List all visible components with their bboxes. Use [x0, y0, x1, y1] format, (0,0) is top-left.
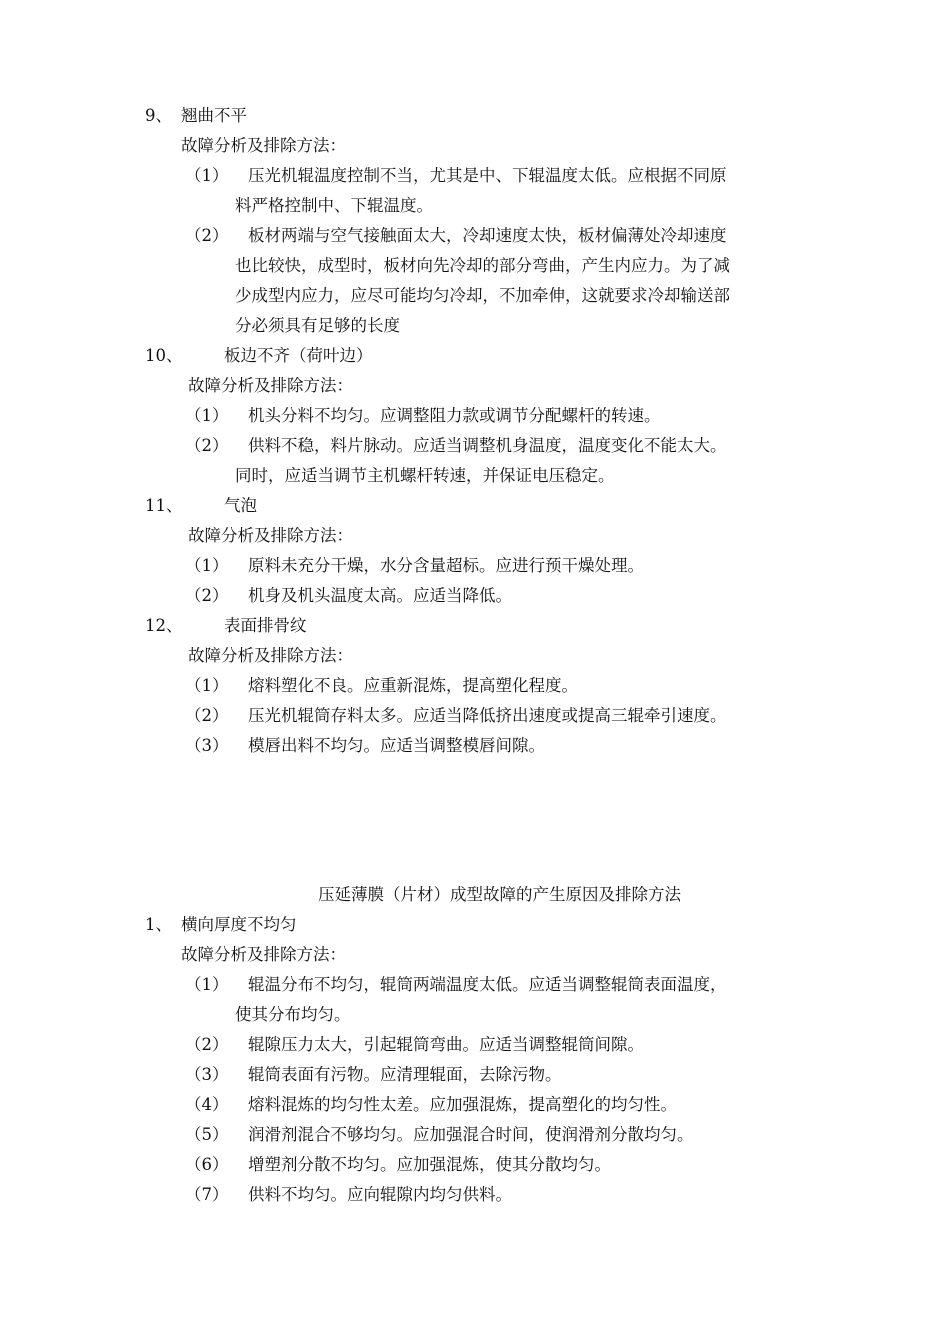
- item-marker: （1）: [185, 975, 229, 994]
- item-text-line: 压光机辊温度控制不当，尤其是中、下辊温度太低。应根据不同原: [248, 166, 727, 185]
- item-marker: （1）: [185, 166, 229, 185]
- item-marker: （2）: [185, 706, 229, 725]
- item-marker: （3）: [185, 1065, 229, 1084]
- item-text-line: 同时，应适当调节主机螺杆转速，并保证电压稳定。: [235, 466, 615, 485]
- section-number: 12、: [145, 616, 183, 635]
- section-subheading: 故障分析及排除方法：: [188, 376, 353, 395]
- item-text-line: 辊筒表面有污物。应清理辊面，去除污物。: [248, 1065, 562, 1084]
- item-marker: （5）: [185, 1125, 229, 1144]
- item-text-line: 原料未充分干燥，水分含量超标。应进行预干燥处理。: [248, 556, 644, 575]
- section-title: 表面排骨纹: [224, 616, 307, 635]
- section-number: 11、: [145, 496, 183, 515]
- section-number: 1、: [145, 915, 172, 934]
- item-text-line: 机头分料不均匀。应调整阻力款或调节分配螺杆的转速。: [248, 406, 661, 425]
- item-text-line: 供料不均匀。应向辊隙内均匀供料。: [248, 1185, 512, 1204]
- item-marker: （7）: [185, 1185, 229, 1204]
- section-title: 横向厚度不均匀: [181, 915, 297, 934]
- item-text-line: 分必须具有足够的长度: [235, 316, 400, 335]
- item-text-line: 辊隙压力太大，引起辊筒弯曲。应适当调整辊筒间隙。: [248, 1035, 644, 1054]
- item-marker: （1）: [185, 556, 229, 575]
- item-text-line: 熔料塑化不良。应重新混炼，提高塑化程度。: [248, 676, 578, 695]
- section-number: 10、: [145, 346, 183, 365]
- item-text-line: 少成型内应力，应尽可能均匀冷却，不加牵伸，这就要求冷却输送部: [235, 286, 730, 305]
- item-marker: （3）: [185, 736, 229, 755]
- item-text-line: 板材两端与空气接触面太大，冷却速度太快，板材偏薄处冷却速度: [248, 226, 727, 245]
- section-title: 气泡: [224, 496, 257, 515]
- item-text-line: 压光机辊筒存料太多。应适当降低挤出速度或提高三辊牵引速度。: [248, 706, 727, 725]
- item-text-line: 增塑剂分散不均匀。应加强混炼，使其分散均匀。: [248, 1155, 611, 1174]
- item-marker: （2）: [185, 586, 229, 605]
- item-marker: （2）: [185, 1035, 229, 1054]
- item-text-line: 料严格控制中、下辊温度。: [235, 196, 433, 215]
- item-marker: （2）: [185, 436, 229, 455]
- item-marker: （1）: [185, 676, 229, 695]
- item-text-line: 辊温分布不均匀，辊筒两端温度太低。应适当调整辊筒表面温度，: [248, 975, 727, 994]
- item-text-line: 润滑剂混合不够均匀。应加强混合时间，使润滑剂分散均匀。: [248, 1125, 694, 1144]
- item-marker: （2）: [185, 226, 229, 245]
- section-subheading: 故障分析及排除方法：: [181, 136, 346, 155]
- part-title: 压延薄膜（片材）成型故障的产生原因及排除方法: [318, 885, 681, 904]
- section-title: 翘曲不平: [181, 106, 247, 125]
- item-marker: （4）: [185, 1095, 229, 1114]
- item-text-line: 使其分布均匀。: [235, 1005, 351, 1024]
- item-text-line: 也比较快，成型时，板材向先冷却的部分弯曲，产生内应力。为了减: [235, 256, 730, 275]
- section-subheading: 故障分析及排除方法：: [188, 646, 353, 665]
- section-subheading: 故障分析及排除方法：: [188, 526, 353, 545]
- section-subheading: 故障分析及排除方法：: [181, 945, 346, 964]
- item-marker: （1）: [185, 406, 229, 425]
- item-text-line: 供料不稳，料片脉动。应适当调整机身温度，温度变化不能太大。: [248, 436, 727, 455]
- item-marker: （6）: [185, 1155, 229, 1174]
- section-title: 板边不齐（荷叶边）: [224, 346, 373, 365]
- section-number: 9、: [145, 106, 172, 125]
- item-text-line: 机身及机头温度太高。应适当降低。: [248, 586, 512, 605]
- item-text-line: 熔料混炼的均匀性太差。应加强混炼，提高塑化的均匀性。: [248, 1095, 677, 1114]
- item-text-line: 模唇出料不均匀。应适当调整模唇间隙。: [248, 736, 545, 755]
